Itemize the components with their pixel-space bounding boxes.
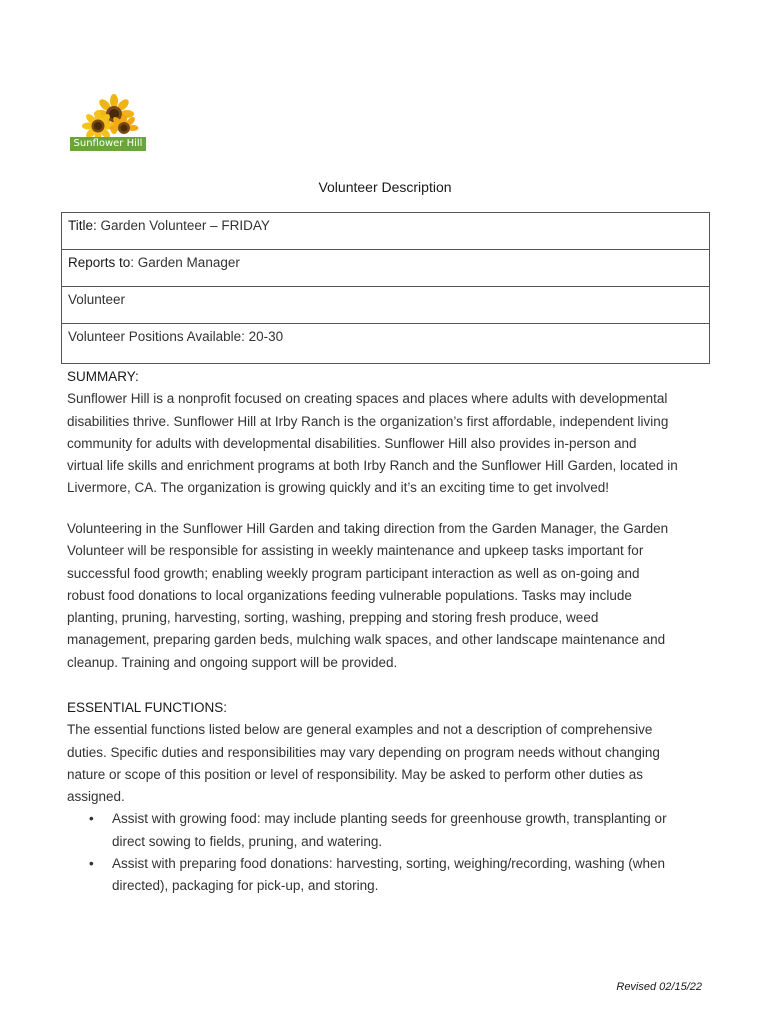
- essential-line: assigned.: [67, 789, 125, 805]
- essential-functions-section: [67, 697, 707, 898]
- info-row-positions: [62, 324, 709, 363]
- bullet-line: directed), packaging for pick-up, and storing.: [112, 878, 379, 894]
- reports-to-label: Reports to: [68, 255, 131, 270]
- summary-line: virtual life skills and enrichment programs at both Irby Ranch and the Sunflower Hill Garden, located in: [67, 458, 678, 474]
- essential-line: nature or scope of this position or level of responsibility. May be asked to perform other duties as: [67, 766, 644, 782]
- volunteering-line: Volunteer will be responsible for assisting in weekly maintenance and upkeep tasks important for: [67, 543, 644, 559]
- sunflower-icon: [70, 94, 150, 140]
- bullet-line: Assist with growing food: may include planting seeds for greenhouse growth, transplanting or: [112, 811, 667, 827]
- title-value: Garden Volunteer – FRIDAY: [96, 218, 270, 233]
- volunteering-line: successful food growth; enabling weekly program participant interaction as well as on-going and: [67, 565, 640, 581]
- title-label: Title:: [68, 218, 97, 233]
- essential-functions-heading: ESSENTIAL FUNCTIONS:: [67, 700, 228, 715]
- summary-line: community for adults with developmental disabilities. Sunflower Hill also provides in-person and: [67, 435, 637, 451]
- bullet-icon: •: [89, 811, 94, 827]
- summary-line: Sunflower Hill is a nonprofit focused on creating spaces and places where adults with developmental: [67, 391, 668, 407]
- volunteering-section: [67, 518, 707, 674]
- bullet-line: direct sowing to fields, pruning, and watering.: [112, 833, 383, 849]
- essential-bullets: [67, 808, 707, 897]
- info-row-reports-to: [62, 250, 709, 287]
- list-item: [67, 853, 707, 898]
- essential-line: duties. Specific duties and responsibilities may vary depending on program needs without changing: [67, 744, 660, 760]
- reports-to-value: : Garden Manager: [130, 255, 240, 270]
- list-item: [67, 808, 707, 853]
- summary-line: Livermore, CA. The organization is growing quickly and it’s an exciting time to get involved!: [67, 480, 610, 496]
- revised-date: Revised 02/15/22: [616, 981, 702, 993]
- summary-section: [67, 366, 707, 500]
- positions-available: Volunteer Positions Available: 20-30: [68, 329, 284, 344]
- summary-heading: SUMMARY:: [67, 369, 139, 384]
- volunteering-line: Volunteering in the Sunflower Hill Garden and taking direction from the Garden Manager, the Garden: [67, 521, 669, 536]
- essential-line: The essential functions listed below are general examples and not a description of comprehensive: [67, 722, 653, 738]
- document-title: Volunteer Description: [318, 179, 452, 195]
- volunteering-line: management, preparing garden beds, mulching walk spaces, and other landscape maintenance and: [67, 632, 666, 648]
- volunteering-line: robust food donations to local organizations feeding vulnerable populations. Tasks may include: [67, 587, 632, 603]
- bullet-icon: •: [89, 856, 94, 872]
- info-row-title: [62, 213, 709, 250]
- volunteering-line: planting, pruning, harvesting, sorting, washing, prepping and storing fresh produce, weed: [67, 610, 599, 626]
- summary-line: disabilities thrive. Sunflower Hill at Irby Ranch is the organization’s first affordable, independent living: [67, 413, 669, 429]
- info-table: [61, 212, 710, 364]
- sunflower-hill-logo: [70, 94, 150, 156]
- bullet-line: Assist with preparing food donations: harvesting, sorting, weighing/recording, washing (when: [112, 856, 666, 872]
- logo-text: Sunflower Hill: [70, 137, 146, 151]
- volunteer-type: Volunteer: [68, 292, 126, 307]
- volunteering-line: cleanup. Training and ongoing support will be provided.: [67, 654, 398, 670]
- info-row-type: [62, 287, 709, 324]
